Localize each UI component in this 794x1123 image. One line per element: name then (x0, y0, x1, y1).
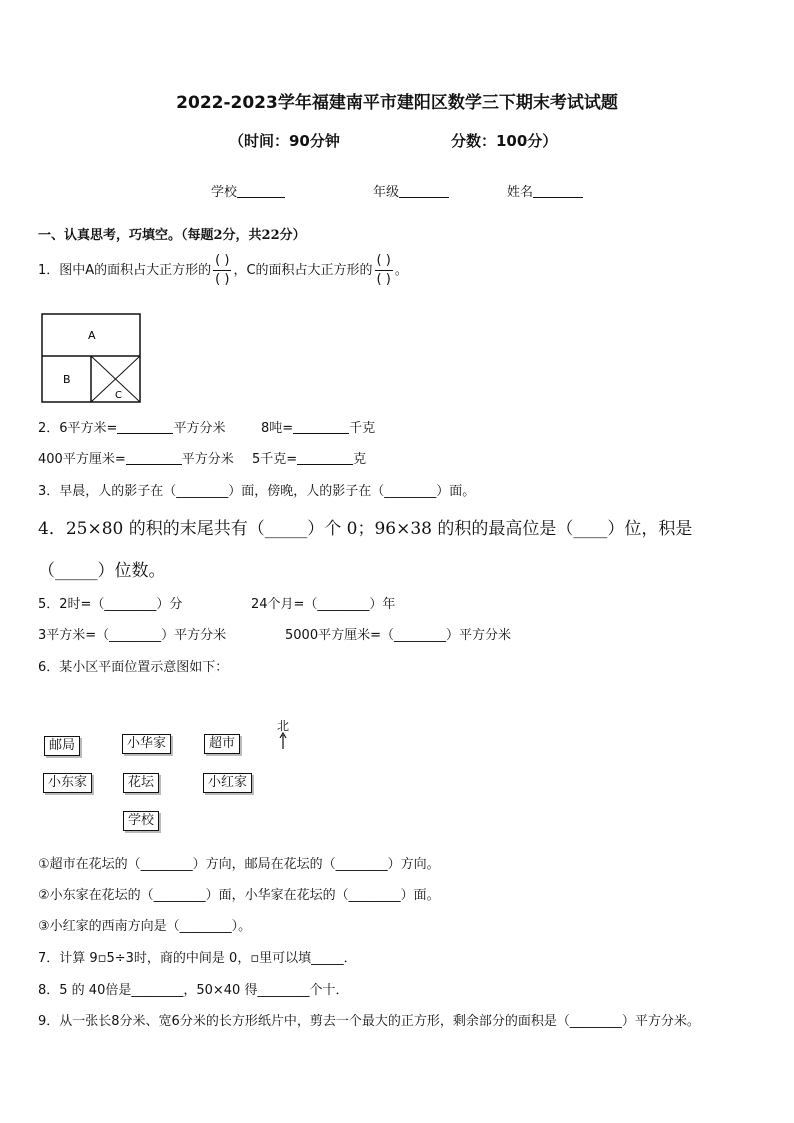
square-figure (41, 313, 143, 405)
place-flower-garden: 花坛 (123, 773, 159, 793)
north-label: 北 (277, 719, 290, 733)
question-5-a: 5．2时=（________）分 (38, 597, 183, 612)
question-8: 8．5 的 40倍是________，50×40 得________个十． (38, 983, 349, 998)
north-arrow-icon (278, 732, 288, 750)
exam-time: （时间：90分钟 (229, 132, 340, 150)
q1-suffix: 。 (394, 263, 408, 278)
grade-field (373, 181, 449, 200)
q2-d-unit: 克 (353, 452, 367, 467)
q1-frac-a-den: ( ) (215, 272, 230, 287)
question-1 (38, 252, 408, 289)
question-2-line-2b (252, 448, 366, 467)
q1-fraction-a[interactable] (213, 252, 231, 289)
exam-score: 分数：100分） (451, 132, 558, 150)
question-6-intro: 6．某小区平面位置示意图如下： (38, 660, 229, 675)
q1-frac-c-den: ( ) (376, 272, 391, 287)
place-post-office: 邮局 (44, 736, 80, 756)
question-4-line-1: 4．25×80 的积的末尾共有（_____）个 0；96×38 的积的最高位是（____）位，积是 (38, 519, 693, 539)
question-5-b: 24个月=（________）年 (251, 597, 396, 612)
q1-frac-c-num: ( ) (375, 252, 393, 271)
place-xiaohua-home: 小华家 (122, 734, 171, 754)
q1-mid: ，C的面积占大正方形的 (233, 263, 373, 278)
section-heading: 一、认真思考，巧填空。（每题2分，共22分） (38, 228, 306, 243)
q2-b-left: 8吨= (261, 421, 294, 436)
place-school: 学校 (123, 811, 159, 831)
question-7: 7．计算 9▫5÷3时，商的中间是 0，▫里可以填_____． (38, 951, 357, 966)
question-2-line-1b (261, 417, 375, 436)
question-9: 9．从一张长8分米、宽6分米的长方形纸片中，剪去一个最大的正方形，剩余部分的面积是（________）平方分米。 (38, 1014, 700, 1029)
question-3: 3．早晨，人的影子在（________）面，傍晚，人的影子在（________）面。 (38, 484, 476, 499)
name-field (507, 181, 583, 200)
q2-a-blank[interactable] (117, 419, 173, 434)
question-2-line-2 (38, 448, 234, 467)
question-2-line-1 (38, 417, 225, 436)
q2-b-blank[interactable] (293, 419, 349, 434)
q2-b-unit: 千克 (349, 421, 376, 436)
question-5-d: 5000平方厘米=（________）平方分米 (285, 628, 511, 643)
school-field (211, 181, 285, 200)
grade-label: 年级 (373, 185, 400, 200)
question-6-part-2: ②小东家在花坛的（________）面，小华家在花坛的（________）面。 (38, 888, 440, 903)
q2-d-left: 5千克= (252, 452, 298, 467)
question-4-line-2: （_____）位数。 (38, 561, 166, 581)
label-c: C (115, 390, 122, 401)
grade-blank[interactable] (399, 183, 449, 198)
question-6-part-3: ③小红家的西南方向是（________）。 (38, 919, 252, 934)
q1-prefix: 1．图中A的面积占大正方形的 (38, 263, 212, 278)
q2-c-blank[interactable] (126, 450, 182, 465)
place-supermarket: 超市 (204, 734, 240, 754)
q1-frac-a-num: ( ) (213, 252, 231, 271)
question-6-part-1: ①超市在花坛的（________）方向，邮局在花坛的（________）方向。 (38, 857, 440, 872)
place-xiaodong-home: 小东家 (43, 773, 92, 793)
name-label: 姓名 (507, 185, 534, 200)
q2-c-unit: 平方分米 (181, 452, 234, 467)
q2-c-left: 400平方厘米= (38, 452, 126, 467)
q2-d-blank[interactable] (297, 450, 353, 465)
place-xiaohong-home: 小红家 (203, 773, 252, 793)
question-5-c: 3平方米=（________）平方分米 (38, 628, 227, 643)
school-blank[interactable] (237, 183, 285, 198)
school-label: 学校 (211, 185, 238, 200)
name-blank[interactable] (533, 183, 583, 198)
label-a: A (88, 329, 96, 342)
label-b: B (63, 373, 71, 386)
page-title: 2022-2023学年福建南平市建阳区数学三下期末考试试题 (176, 93, 618, 113)
q1-fraction-c[interactable] (375, 252, 393, 289)
q2-a-left: 2．6平方米= (38, 421, 118, 436)
q2-a-unit: 平方分米 (173, 421, 226, 436)
